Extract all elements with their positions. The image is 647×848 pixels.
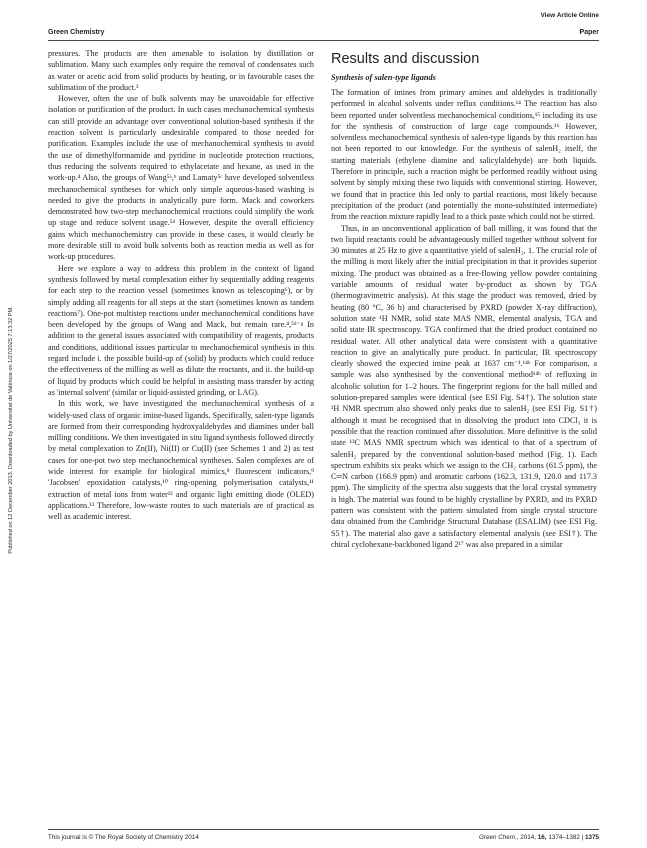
- left-column: [48, 48, 314, 522]
- page-range: 1374–1382: [548, 834, 580, 841]
- paragraph: Thus, in an unconventional application of ball milling, it was found that the two liquid reactants could be advantageously milled together without solvent for 30 minutes at 25 Hz to give a quantitative yield of salenH₂, 1. The crucial role of the milling is most likely after the initial precipitation in that it provides superior mixing. The product was obtained as a free-flowing yellow powder containing variable amounts of residual water by-product as shown by TGA (thermogravimetric analysis). At this stage the product was removed, dried by heating (80 °C, 36 h) and characterised by PXRD (powder X-ray diffraction), solution state ¹H NMR, solid state MAS NMR, elemental analysis, TGA and solid state IR spectroscopy. TGA confirmed that the dried product contained no residual water. All other analytical data were consistent with a quantitative reaction to give an analytically pure product. In particular, IR spectroscopy clearly showed the expected imine peak at 1637 cm⁻¹.¹⁴ᵇ For comparison, a sample was also synthesised by the conventional method¹⁴ᵇ of refluxing in alcoholic solution for 1–2 hours. The fingerprint regions for the ball milled and solution-prepared samples were identical (see ESI Fig. S4†). The solution state ¹H NMR spectrum also showed only peaks due to salenH₂ (see ESI Fig. S1†) although it must be recognised that in dissolving the product into CDCl₃ it is possible that the reaction continued after dissolution. More definitive is the solid state ¹³C MAS NMR spectrum which was identical to that of a spectrum of salenH₂ prepared by the conventional solution-based method (Fig. 1). Each spectrum exhibits six peaks which we assign to the CH₂ carbons (61.5 ppm), the C═N carbon (166.9 ppm) and aromatic carbons (162.3, 131.9, 120.0 and 117.3 ppm). The simplicity of the spectra also suggests that the local crystal symmetry is high. The material was found to be highly crystalline by PXRD, and its PXRD pattern was consistent with the pattern simulated from single crystal structure data obtained from the Cambridge Structural Database (ESALIM) (see ESI Fig. S5†). The material also gave a satisfactory elemental analysis (see ESI†). The chiral cyclohexane-backboned ligand 2¹⁷ was also prepared in a similar: [331, 223, 597, 549]
- paragraph: However, often the use of bulk solvents may be unavoidable for effective isolation or purification of the product. In such cases mechanochemical synthesis can still provide an advantage over conventional solution-based synthesis if the reaction solvent is particularly undesirable compared to those needed for purification. Examples include the use of mechanochemical synthesis to avoid the use of dimethylformamide and pyridine in nucleotide protection reactions, thus reducing the solvents required to ethylacetate and hexane, as used in the work-up.⁴ Also, the groups of Wang⁵ᵃ,ᵇ and Lamaty⁵ᶜ have developed solventless mechanochemical syntheses for which only simple aqueous-based washing is needed to give the products in analytically pure form. Mack and coworkers demonstrated how two-step mechanochemical reactions could simplify the work up stage and reduce solvent usage.⁵ᵈ However, despite the overall efficiency gains which mechanochemistry can provide in these cases, it would clearly be more desirable still to avoid bulk solvents both as reaction media as well as for work-up procedures.: [48, 94, 314, 262]
- journal-name: Green Chemistry: [48, 29, 105, 36]
- citation: [479, 834, 599, 841]
- volume: 16,: [537, 834, 547, 841]
- paragraph: pressures. The products are then amenable to isolation by distillation or sublimation. Many such examples only require the removal of condensates such as water or acetic acid from solid products by heating, or in favourable cases the sublimation of the product.³: [48, 49, 314, 92]
- subsection-title: Synthesis of salen-type ligands: [331, 73, 436, 82]
- journal-abbrev: Green Chem.,: [478, 834, 519, 841]
- separator: |: [581, 834, 584, 841]
- publication-note: Published on 12 December 2013. Downloaded by Universitat de València on 1/27/2025 7:13:32 PM.: [8, 306, 14, 554]
- view-article-online-link[interactable]: View Article Online: [540, 12, 599, 19]
- paragraph: The formation of imines from primary amines and aldehydes is traditionally performed in alcohol solvents under reflux conditions.¹⁴ The reaction has also been reported under solventless mechanochemical conditions,¹⁵ including its use for the synthesis of construction of large cage compounds.¹⁶ However, solventless mechanochemical synthesis of salen-type ligands by this reaction has not been reported to our knowledge. For the synthesis of salenH₂ itself, the starting materials (ethylene diamine and salicylaldehyde) are both liquids. Therefore in principle, such a reaction might be performed readily without using solvent by simply mixing these two liquids with conventional stirring. However, we found that in practice this led only to partial reactions, most likely because precipitation of the product (and potentially the mono-substituted intermediate) from the reaction mixture rapidly lead to a thick paste which could not be stirred.: [331, 88, 597, 222]
- header-divider: [48, 40, 599, 41]
- paragraph: Here we explore a way to address this problem in the context of ligand synthesis followed by metal complexation either by sequentially adding reagents for each step to the reaction vessel (sometimes known as telescoping⁶), or by simply adding all reagents for all steps at the start (sometimes known as tandem reactions⁷). One-pot multistep reactions under mechanochemical conditions have been developed by the groups of Wang and Mack, but remain rare.⁴,⁵ᵈ⁻ᵍ In addition to the general issues associated with compatibility of reagents, products and conditions, additional issues particular to mechanochemical synthesis in this regard include i. the possible build-up of (solid) by products which could reduce the effectiveness of the milling as well as dilute the reactants, and ii. the build-up of liquid by products which could be helpful in assisting mass transfer by acting as 'internal solvent' (similar or liquid-assisted grinding, or LAG).: [48, 263, 314, 397]
- copyright-notice: This journal is © The Royal Society of Chemistry 2014: [48, 834, 199, 841]
- article-type: Paper: [579, 29, 599, 36]
- section-title: Results and discussion: [331, 51, 480, 67]
- year: 2014,: [520, 834, 537, 841]
- paragraph: In this work, we have investigated the mechanochemical synthesis of a widely-used class of organic imine-based ligands. Specifically, salen-type ligands are formed from their corresponding hydroxyaldehydes and diamines under ball milling conditions. We then investigated in situ ligand synthesis followed directly by metal complexation to Zn(II), Ni(II) or Cu(II) (see Schemes 1 and 2) as test cases for one-pot two step mechanochemical syntheses. Salen complexes are of wide interest for example for biological mimics,⁸ fluorescent indicators,⁹ 'Jacobsen' epoxidation catalysts,¹⁰ ring-opening polymerisation catalysts,¹¹ extraction of metal ions from water¹² and organic light emitting diode (OLED) applications.¹³ Therefore, low-waste routes to such materials are of practical as well as academic interest.: [48, 399, 314, 522]
- right-column: [331, 51, 597, 550]
- page-number: 1375: [584, 834, 599, 841]
- footer-divider: [48, 829, 599, 830]
